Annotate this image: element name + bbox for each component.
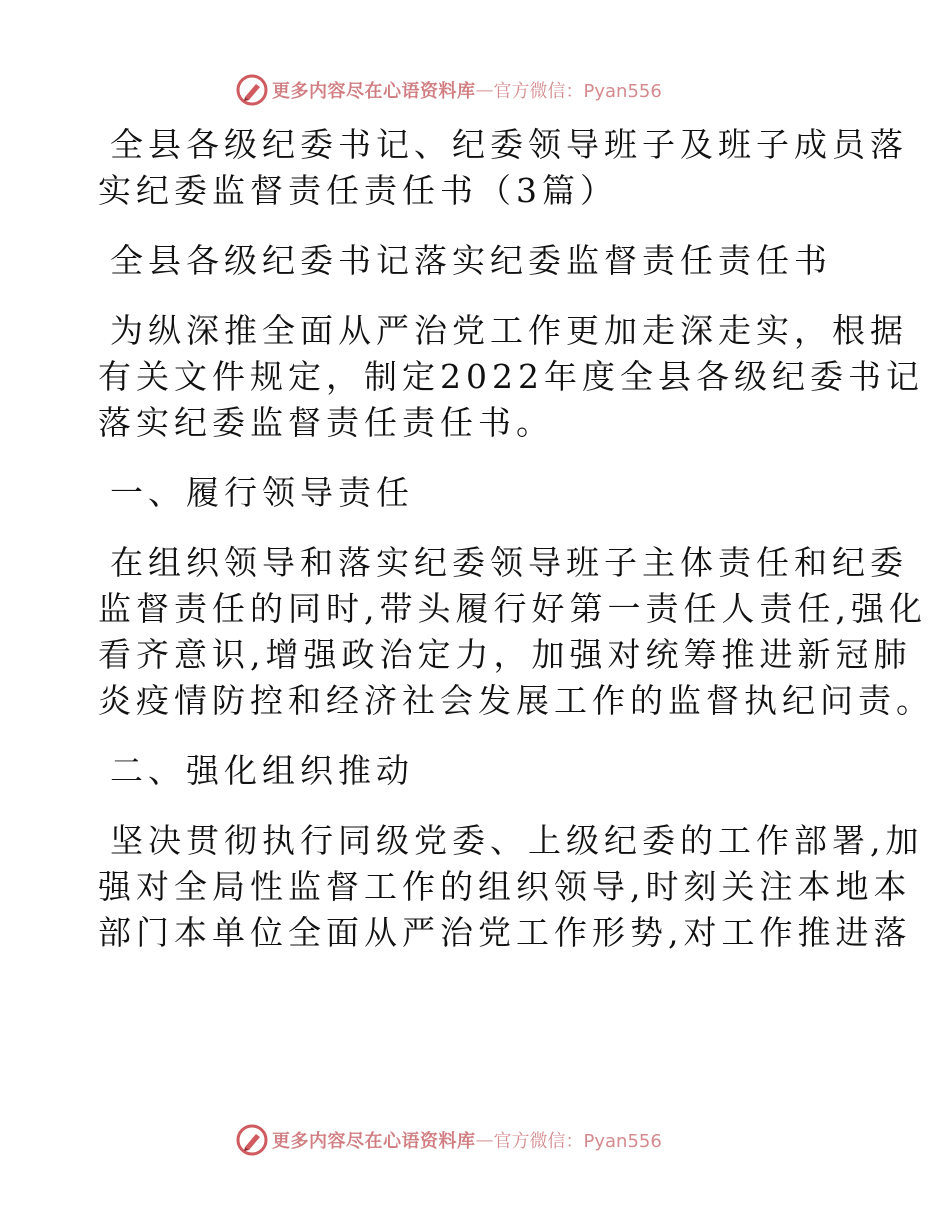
intro-paragraph — [98, 308, 924, 446]
heading-line: 一、履行领导责任 — [110, 473, 414, 512]
paragraph-line: 坚决贯彻执行同级党委、上级纪委的工作部署,加 — [110, 821, 924, 860]
watermark-wechat-text: 官方微信：Pyan556 — [493, 81, 662, 102]
paragraph-line: 炎疫情防控和经济社会发展工作的监督执纪问责。 — [98, 681, 934, 720]
paragraph-line: 为纵深推全面从严治党工作更加走深走实，根据 — [110, 311, 908, 350]
watermark-main-text: 更多内容尽在心语资料库 — [272, 81, 476, 102]
pen-logo-icon — [236, 1124, 268, 1156]
paragraph-line: 有关文件规定，制定2022年度全县各级纪委书记 — [98, 357, 924, 396]
document-title — [98, 122, 908, 214]
section2-heading — [98, 748, 858, 794]
paragraph-line: 在组织领导和落实纪委领导班子主体责任和纪委 — [110, 543, 908, 582]
section1-heading — [98, 470, 858, 516]
pen-logo-icon — [236, 74, 268, 106]
document-body — [98, 122, 934, 980]
paragraph-line: 强对全局性监督工作的组织领导,时刻关注本地本 — [98, 867, 912, 906]
watermark-main-text: 更多内容尽在心语资料库 — [272, 1131, 476, 1152]
section2-paragraph — [98, 818, 924, 956]
paragraph-line: 落实纪委监督责任责任书。 — [98, 403, 554, 442]
section1-paragraph — [98, 540, 934, 724]
title-line: 实纪委监督责任责任书（3篇） — [98, 171, 618, 210]
watermark-separator: — — [475, 79, 494, 101]
subtitle-line: 全县各级纪委书记落实纪委监督责任责任书 — [110, 241, 832, 280]
paragraph-line: 监督责任的同时,带头履行好第一责任人责任,强化 — [98, 589, 927, 628]
paragraph-line: 看齐意识,增强政治定力，加强对统筹推进新冠肺 — [98, 635, 912, 674]
title-line: 全县各级纪委书记、纪委领导班子及班子成员落 — [110, 125, 908, 164]
heading-line: 二、强化组织推动 — [110, 751, 414, 790]
watermark-separator: — — [475, 1129, 494, 1151]
paragraph-line: 部门本单位全面从严治党工作形势,对工作推进落 — [98, 913, 912, 952]
document-subtitle — [98, 238, 858, 284]
header-watermark — [236, 72, 662, 108]
footer-watermark — [236, 1122, 662, 1158]
watermark-wechat-text: 官方微信：Pyan556 — [493, 1131, 662, 1152]
